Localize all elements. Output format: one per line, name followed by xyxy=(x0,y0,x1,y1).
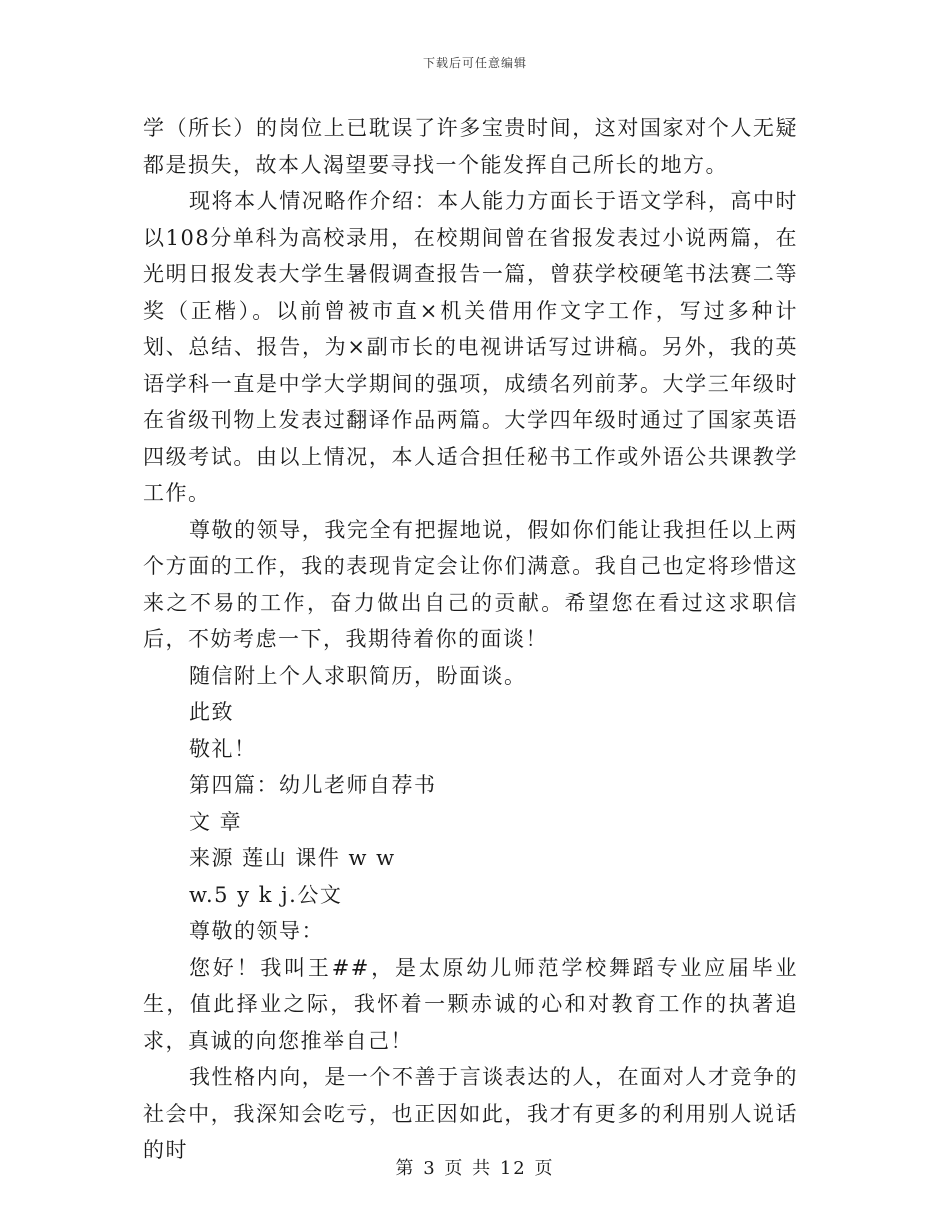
paragraph-self-introduction: 您好！我叫王##，是太原幼儿师范学校舞蹈专业应届毕业生，值此择业之际，我怀着一颗赤诚的心和对教育工作的执著追求，真诚的向您推举自己！ xyxy=(143,955,798,1053)
section-title: 第四篇：幼儿老师自荐书 xyxy=(189,773,437,797)
line-greeting: 尊敬的领导： xyxy=(189,919,324,943)
line-source-part-1: 来源 莲山 课件 w w xyxy=(189,846,396,870)
paragraph-appeal: 尊敬的领导，我完全有把握地说，假如你们能让我担任以上两个方面的工作，我的表现肯定会让你们满意。我自己也定将珍惜这来之不易的工作，奋力做出自己的贡献。希望您在看过这求职信后，不妨考虑一下，我期待着你的面谈！ xyxy=(143,517,798,651)
paragraph-personal-introduction: 现将本人情况略作介绍：本人能力方面长于语文学科，高中时以108分单科为高校录用，在校期间曾在省报发表过小说两篇，在光明日报发表大学生暑假调查报告一篇，曾获学校硬笔书法赛二等奖（正楷）。以前曾被市直×机关借用作文字工作，写过多种计划、总结、报告，为×副市长的电视讲话写过讲稿。另外，我的英语学科一直是中学大学期间的强项，成绩名列前茅。大学三年级时在省级刊物上发表过翻译作品两篇。大学四年级时通过了国家英语四级考试。由以上情况，本人适合担任秘书工作或外语公共课教学工作。 xyxy=(143,189,798,505)
document-body xyxy=(143,110,798,1169)
page-header: 下载后可任意编辑 xyxy=(422,56,527,70)
paragraph-personality: 我性格内向，是一个不善于言谈表达的人，在面对人才竞争的社会中，我深知会吃亏，也正因如此，我才有更多的利用别人说话的时 xyxy=(143,1065,798,1162)
line-article-label: 文 章 xyxy=(189,809,243,834)
page-footer-page-number: 第 3 页 共 12 页 xyxy=(395,1158,555,1179)
line-salutation-close: 此致 xyxy=(189,700,234,724)
line-regards: 敬礼！ xyxy=(189,736,257,761)
paragraph-intro-continued: 学（所长）的岗位上已耽误了许多宝贵时间，这对国家对个人无疑都是损失，故本人渴望要寻找一个能发挥自己所长的地方。 xyxy=(143,116,798,177)
line-attachment-note: 随信附上个人求职简历，盼面谈。 xyxy=(189,663,527,688)
line-source-part-2: w.5 y k j.公文 xyxy=(189,882,343,907)
